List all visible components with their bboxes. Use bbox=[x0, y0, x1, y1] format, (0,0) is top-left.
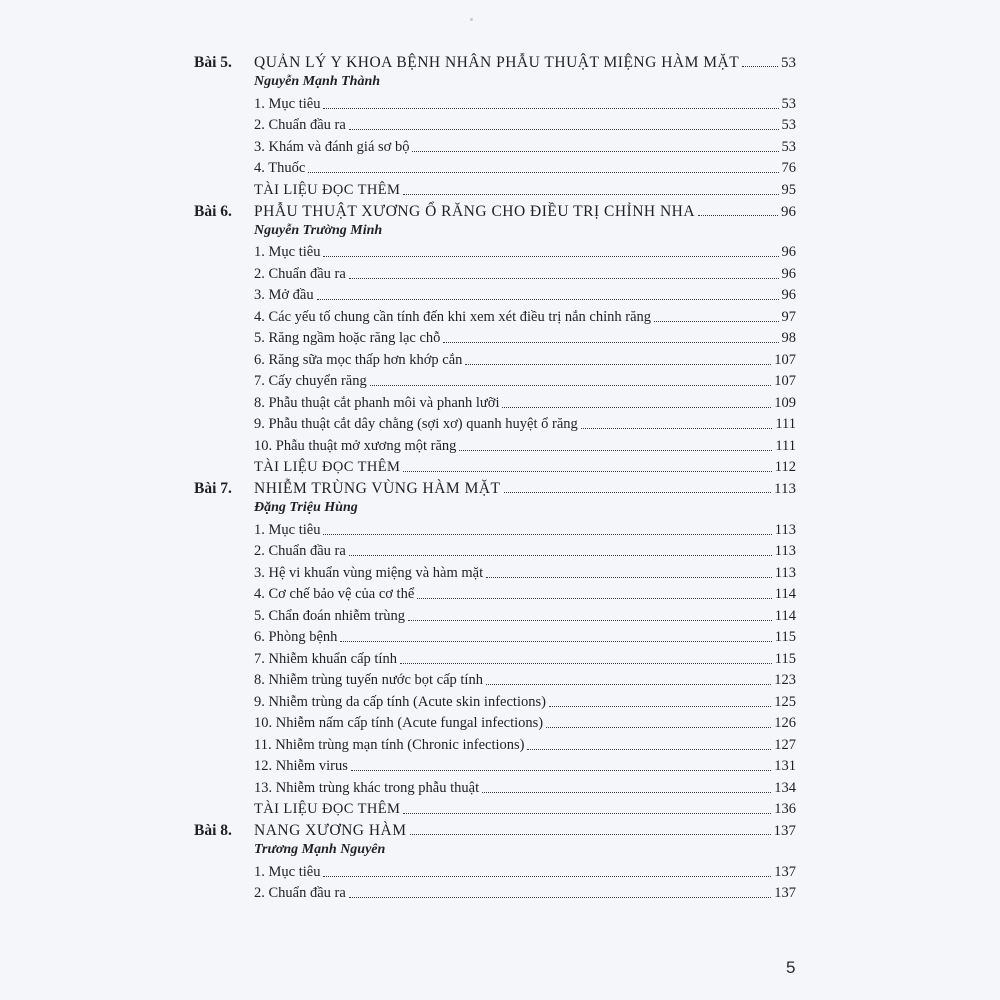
toc-entry bbox=[254, 668, 796, 690]
toc-entry bbox=[254, 859, 796, 881]
chapter-section bbox=[194, 199, 796, 477]
dot-leader bbox=[403, 471, 772, 472]
toc-entry-label: 8. Nhiễm trùng tuyến nước bọt cấp tính bbox=[254, 672, 483, 688]
dot-leader bbox=[654, 321, 778, 322]
dot-leader bbox=[349, 129, 779, 130]
toc-entry-label: 7. Nhiễm khuẩn cấp tính bbox=[254, 650, 397, 667]
dot-leader bbox=[323, 534, 771, 535]
toc-entry bbox=[254, 261, 796, 283]
toc-entry-label: 2. Chuẩn đầu ra bbox=[254, 543, 346, 559]
toc-entry-label: 1. Mục tiêu bbox=[254, 521, 321, 538]
chapter-section bbox=[194, 476, 796, 818]
chapter-heading bbox=[194, 818, 796, 840]
dot-leader bbox=[400, 663, 772, 664]
toc-entry bbox=[254, 113, 796, 135]
chapter-number: Bài 7. bbox=[194, 480, 232, 497]
chapter-author: Trương Mạnh Nguyên bbox=[254, 842, 386, 857]
toc-entry-page: 113 bbox=[774, 564, 796, 581]
toc-entry-label: 4. Các yếu tố chung cần tính đến khi xem xét điều trị nắn chỉnh răng bbox=[254, 308, 652, 325]
dot-leader bbox=[370, 385, 772, 386]
dot-leader bbox=[698, 215, 778, 216]
dot-leader bbox=[581, 428, 773, 429]
toc-entry-page: 96 bbox=[781, 287, 796, 303]
dot-leader bbox=[504, 492, 772, 493]
toc-entry-label: 11. Nhiễm trùng mạn tính (Chronic infections) bbox=[254, 736, 525, 753]
toc-entry-page: 112 bbox=[774, 459, 796, 475]
dot-leader bbox=[349, 278, 779, 279]
toc-entry bbox=[254, 689, 796, 711]
chapter-number: Bài 8. bbox=[194, 822, 232, 839]
toc-entry-label: 12. Nhiễm virus bbox=[254, 758, 348, 774]
dot-leader bbox=[486, 577, 772, 578]
toc-entry-page: 107 bbox=[774, 373, 796, 389]
chapter-page-number: 113 bbox=[774, 481, 796, 497]
toc-entry-page: 115 bbox=[774, 650, 796, 667]
toc-entry bbox=[254, 412, 796, 434]
chapter-title: NANG XƯƠNG HÀM bbox=[254, 822, 407, 839]
toc-entry-label: 10. Phẫu thuật mở xương một răng bbox=[254, 437, 457, 454]
toc-entry-label: 13. Nhiễm trùng khác trong phẫu thuật bbox=[254, 779, 480, 796]
toc-entry-label: 5. Răng ngầm hoặc răng lạc chỗ bbox=[254, 330, 441, 346]
toc-entry-label: 7. Cấy chuyển răng bbox=[254, 373, 367, 389]
toc-entry-label: 6. Răng sữa mọc thấp hơn khớp cắn bbox=[254, 351, 463, 368]
toc-entry bbox=[254, 797, 796, 819]
toc-entry bbox=[254, 881, 796, 903]
toc-entry bbox=[254, 775, 796, 797]
dot-leader bbox=[417, 598, 772, 599]
toc-entry-page: 109 bbox=[774, 394, 796, 411]
toc-entry bbox=[254, 582, 796, 604]
toc-entry bbox=[254, 134, 796, 156]
toc-entry-page: 113 bbox=[774, 543, 796, 559]
toc-entry bbox=[254, 732, 796, 754]
toc-entry bbox=[254, 646, 796, 668]
toc-entry-page: 137 bbox=[774, 863, 796, 880]
dot-leader bbox=[340, 641, 771, 642]
toc-entry-label: 4. Thuốc bbox=[254, 160, 306, 176]
toc-entry bbox=[254, 560, 796, 582]
toc-entry-page: 107 bbox=[774, 351, 796, 368]
toc-entry bbox=[254, 433, 796, 455]
dot-leader bbox=[742, 66, 778, 67]
toc-entry-label: 3. Hệ vi khuẩn vùng miệng và hàm mặt bbox=[254, 564, 484, 581]
toc-entry-page: 76 bbox=[781, 160, 796, 176]
dot-leader bbox=[482, 792, 771, 793]
toc-entry-page: 97 bbox=[781, 308, 796, 325]
toc-entry-label: 9. Phẫu thuật cắt dây chằng (sợi xơ) quanh huyệt ổ răng bbox=[254, 416, 578, 432]
toc-entry bbox=[254, 369, 796, 391]
toc-entry bbox=[254, 625, 796, 647]
toc-entry-page: 123 bbox=[774, 672, 796, 688]
chapter-author: Đặng Triệu Hùng bbox=[254, 500, 358, 515]
toc-entry-page: 126 bbox=[774, 715, 796, 731]
toc-entry-label: 2. Chuẩn đầu ra bbox=[254, 265, 346, 282]
toc-entry-page: 136 bbox=[774, 801, 796, 817]
dot-leader bbox=[323, 876, 771, 877]
toc-entry bbox=[254, 390, 796, 412]
toc-entry-label: 3. Mở đầu bbox=[254, 287, 314, 303]
dot-leader bbox=[443, 342, 778, 343]
toc-entry bbox=[254, 517, 796, 539]
toc-entry-page: 137 bbox=[774, 885, 796, 901]
toc-entry-label: 4. Cơ chế bảo vệ của cơ thể bbox=[254, 586, 415, 602]
table-of-contents bbox=[194, 50, 796, 902]
dot-leader bbox=[546, 727, 771, 728]
toc-entry bbox=[254, 304, 796, 326]
toc-entry-label: 5. Chẩn đoán nhiễm trùng bbox=[254, 607, 406, 624]
toc-entry-page: 113 bbox=[774, 521, 796, 538]
dot-leader bbox=[351, 770, 771, 771]
toc-entry-label: 9. Nhiễm trùng da cấp tính (Acute skin infections) bbox=[254, 693, 546, 710]
dot-leader bbox=[403, 194, 778, 195]
chapter-number: Bài 5. bbox=[194, 54, 232, 71]
dot-leader bbox=[308, 172, 778, 173]
chapter-heading bbox=[194, 199, 796, 221]
toc-entry bbox=[254, 177, 796, 199]
toc-entry bbox=[254, 326, 796, 348]
toc-entry bbox=[254, 711, 796, 733]
page-speck bbox=[470, 18, 473, 21]
toc-entry-page: 114 bbox=[774, 586, 796, 602]
dot-leader bbox=[403, 813, 771, 814]
dot-leader bbox=[408, 620, 772, 621]
toc-entry-label: 10. Nhiễm nấm cấp tính (Acute fungal infections) bbox=[254, 715, 544, 731]
dot-leader bbox=[502, 407, 771, 408]
toc-entry-label: 2. Chuẩn đầu ra bbox=[254, 885, 346, 901]
toc-entry-label: 1. Mục tiêu bbox=[254, 244, 321, 260]
chapter-title: NHIỄM TRÙNG VÙNG HÀM MẶT bbox=[254, 480, 501, 497]
page-number: 5 bbox=[786, 958, 796, 977]
dot-leader bbox=[527, 749, 771, 750]
chapter-author: Nguyễn Mạnh Thành bbox=[254, 74, 381, 89]
dot-leader bbox=[323, 108, 778, 109]
chapter-section bbox=[194, 818, 796, 902]
toc-entry-page: 53 bbox=[781, 95, 796, 112]
toc-entry-page: 111 bbox=[775, 416, 796, 432]
dot-leader bbox=[486, 684, 771, 685]
dot-leader bbox=[410, 834, 771, 835]
toc-entry bbox=[254, 240, 796, 262]
toc-entry-page: 95 bbox=[781, 181, 796, 198]
toc-entry bbox=[254, 754, 796, 776]
dot-leader bbox=[349, 897, 771, 898]
chapter-heading bbox=[194, 476, 796, 498]
toc-entry-page: 96 bbox=[781, 265, 796, 282]
toc-entry-page: 125 bbox=[774, 693, 796, 710]
toc-entry-page: 53 bbox=[781, 138, 796, 155]
chapter-heading bbox=[194, 50, 796, 72]
dot-leader bbox=[465, 364, 771, 365]
toc-entry-label: 1. Mục tiêu bbox=[254, 95, 321, 112]
toc-entry-page: 131 bbox=[774, 758, 796, 774]
toc-entry-label: 3. Khám và đánh giá sơ bộ bbox=[254, 138, 410, 155]
toc-entry-page: 96 bbox=[781, 244, 796, 260]
toc-entry-label: 1. Mục tiêu bbox=[254, 863, 321, 880]
toc-entry-label: 6. Phòng bệnh bbox=[254, 629, 338, 645]
chapter-number: Bài 6. bbox=[194, 202, 232, 220]
toc-entry-page: 134 bbox=[774, 779, 796, 796]
chapter-page-number: 96 bbox=[781, 203, 796, 220]
chapter-title: PHẪU THUẬT XƯƠNG Ổ RĂNG CHO ĐIỀU TRỊ CHỈNH NHA bbox=[254, 202, 696, 220]
toc-entry bbox=[254, 283, 796, 305]
toc-entry-page: 115 bbox=[774, 629, 796, 645]
chapter-page-number: 53 bbox=[781, 55, 796, 71]
toc-entry-page: 114 bbox=[774, 607, 796, 624]
toc-entry-label: 2. Chuẩn đầu ra bbox=[254, 117, 346, 133]
toc-entry-page: 111 bbox=[775, 437, 796, 454]
toc-entry bbox=[254, 156, 796, 178]
dot-leader bbox=[317, 299, 779, 300]
toc-entry bbox=[254, 91, 796, 113]
toc-entry-page: 127 bbox=[774, 736, 796, 753]
toc-entry-page: 98 bbox=[781, 330, 796, 346]
toc-entry-label: 8. Phẫu thuật cắt phanh môi và phanh lưỡi bbox=[254, 394, 500, 411]
toc-entry-label: TÀI LIỆU ĐỌC THÊM bbox=[254, 181, 401, 198]
dot-leader bbox=[549, 706, 771, 707]
chapter-section bbox=[194, 50, 796, 199]
toc-entry-page: 53 bbox=[781, 117, 796, 133]
toc-entry bbox=[254, 539, 796, 561]
dot-leader bbox=[459, 450, 772, 451]
toc-entry-label: TÀI LIỆU ĐỌC THÊM bbox=[254, 801, 401, 817]
toc-entry bbox=[254, 347, 796, 369]
chapter-title: QUẢN LÝ Y KHOA BỆNH NHÂN PHẪU THUẬT MIỆNG HÀM MẶT bbox=[254, 54, 740, 71]
dot-leader bbox=[349, 555, 772, 556]
toc-entry-label: TÀI LIỆU ĐỌC THÊM bbox=[254, 459, 401, 475]
dot-leader bbox=[323, 256, 778, 257]
dot-leader bbox=[412, 151, 778, 152]
toc-entry bbox=[254, 455, 796, 477]
chapter-author: Nguyễn Trường Minh bbox=[254, 222, 383, 238]
chapter-page-number: 137 bbox=[773, 823, 796, 839]
toc-entry bbox=[254, 603, 796, 625]
